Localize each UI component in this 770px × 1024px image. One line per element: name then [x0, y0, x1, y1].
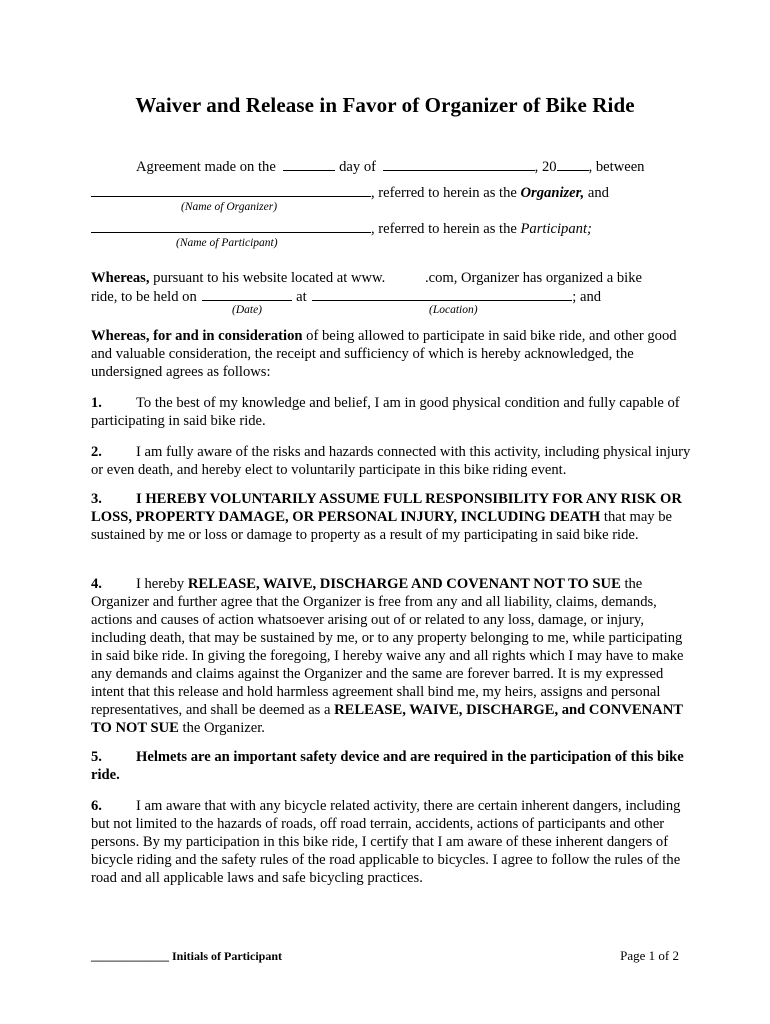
- clause-4-end: the Organizer.: [178, 720, 265, 736]
- day-of-text: day of: [339, 159, 377, 175]
- clause-3: [91, 490, 691, 544]
- clause-1-number: 1.: [91, 395, 102, 411]
- month-blank[interactable]: [383, 157, 535, 171]
- organizer-ref-text: , referred to herein as the: [371, 185, 517, 201]
- initials-line: [91, 949, 282, 964]
- between-text: , between: [588, 159, 645, 175]
- whereas1-text3: ride, to be held on: [91, 289, 197, 305]
- participant-word: Participant;: [520, 221, 592, 237]
- clause-5-number: 5.: [91, 749, 102, 765]
- clause-3-text: that may be sustained by me or loss or damage to property as a result of my participating in said bike ride.: [91, 509, 673, 543]
- agreement-prefix: Agreement made on the: [136, 159, 276, 175]
- clause-2-text: I am fully aware of the risks and hazards connected with this activity, including physical injury or even death, and hereby elect to voluntarily participate in this bike riding event.: [91, 444, 691, 478]
- clause-4-bold2: RELEASE, WAIVE, DISCHARGE, and CONVENANT TO NOT SUE: [91, 702, 683, 736]
- and-word: and: [587, 185, 609, 201]
- clause-4-bold: RELEASE, WAIVE, DISCHARGE AND COVENANT NOT TO SUE: [187, 576, 621, 592]
- whereas2-text: of being allowed to participate in said bike ride, and other good and valuable consideration, the receipt and sufficiency of which is hereby acknowledged, the undersigned agrees as follows:: [91, 328, 677, 380]
- day-blank[interactable]: [283, 157, 335, 171]
- location-caption: (Location): [429, 304, 478, 316]
- document-title: Waiver and Release in Favor of Organizer of Bike Ride: [135, 93, 635, 117]
- clause-4-pre: I hereby: [136, 576, 188, 592]
- participant-ref-text: , referred to herein as the: [371, 221, 517, 237]
- organizer-word: Organizer,: [520, 185, 585, 201]
- initials-blank[interactable]: _____________: [91, 949, 169, 963]
- clause-5: [91, 748, 691, 784]
- participant-caption: (Name of Participant): [176, 237, 278, 249]
- whereas1-text1: pursuant to his website located at www.: [153, 270, 386, 286]
- clause-2-number: 2.: [91, 444, 102, 460]
- organizer-line: [91, 183, 609, 202]
- agreement-line: [136, 157, 644, 176]
- clause-5-bold: Helmets are an important safety device and are required in the participation of this bike ride.: [91, 749, 684, 783]
- page-number: Page 1 of 2: [620, 948, 679, 963]
- clause-6: [91, 797, 691, 887]
- organizer-caption: (Name of Organizer): [181, 201, 278, 213]
- whereas2-lead: Whereas, for and in consideration: [91, 328, 303, 344]
- clause-6-number: 6.: [91, 798, 102, 814]
- location-blank[interactable]: [312, 287, 572, 301]
- whereas1-lead: Whereas,: [91, 270, 150, 286]
- initials-label: Initials of Participant: [169, 949, 282, 963]
- year-blank[interactable]: [557, 157, 589, 171]
- clause-3-number: 3.: [91, 491, 102, 507]
- clause-1-text: To the best of my knowledge and belief, I am in good physical condition and fully capable of participating in said bike ride.: [91, 395, 680, 429]
- year-prefix: , 20: [534, 159, 557, 175]
- date-blank[interactable]: [202, 287, 292, 301]
- whereas1-line1: [91, 269, 642, 287]
- clause-4-number: 4.: [91, 576, 102, 592]
- clause-3-bold: I HEREBY VOLUNTARILY ASSUME FULL RESPONSIBILITY FOR ANY RISK OR LOSS, PROPERTY DAMAGE, OR PERSONAL INJURY, INCLUDING DEATH: [91, 491, 682, 525]
- clause-1: [91, 394, 691, 430]
- date-caption: (Date): [232, 304, 263, 316]
- at-word: at: [296, 289, 307, 305]
- clause-6-text: I am aware that with any bicycle related activity, there are certain inherent dangers, including but not limited to the hazards of roads, off road terrain, accidents, actions of participants and other persons. By my participation in this bike ride, I certify that I am aware of these inherent dangers of bicycle riding and the safety rules of the road applicable to bicycles. I agree to follow the rules of the road and all applicable laws and safe bicycling practices.: [91, 798, 681, 886]
- clause-2: [91, 443, 691, 479]
- organizer-name-blank[interactable]: [91, 183, 371, 197]
- whereas1-end: ; and: [572, 289, 602, 305]
- whereas2-paragraph: [91, 327, 691, 381]
- whereas1-line2: [91, 287, 601, 306]
- participant-line: [91, 219, 592, 238]
- participant-name-blank[interactable]: [91, 219, 371, 233]
- whereas1-text2: .com, Organizer has organized a bike: [424, 270, 643, 286]
- clause-4-text: the Organizer and further agree that the Organizer is free from any and all liability, claims, demands, actions and causes of action whatsoever arising out of or related to any loss, damage, or injury, including death, that may be sustained by me, or to any property belonging to me, while participating in said bike ride. In giving the foregoing, I hereby waive any and all rights which I may have to make any demands and claims against the Organizer and the same are forever barred. It is my expressed intent that this release and hold harmless agreement shall bind me, my heirs, assigns and personal representatives, and shall be deemed as a: [91, 576, 684, 718]
- clause-4: [91, 575, 691, 737]
